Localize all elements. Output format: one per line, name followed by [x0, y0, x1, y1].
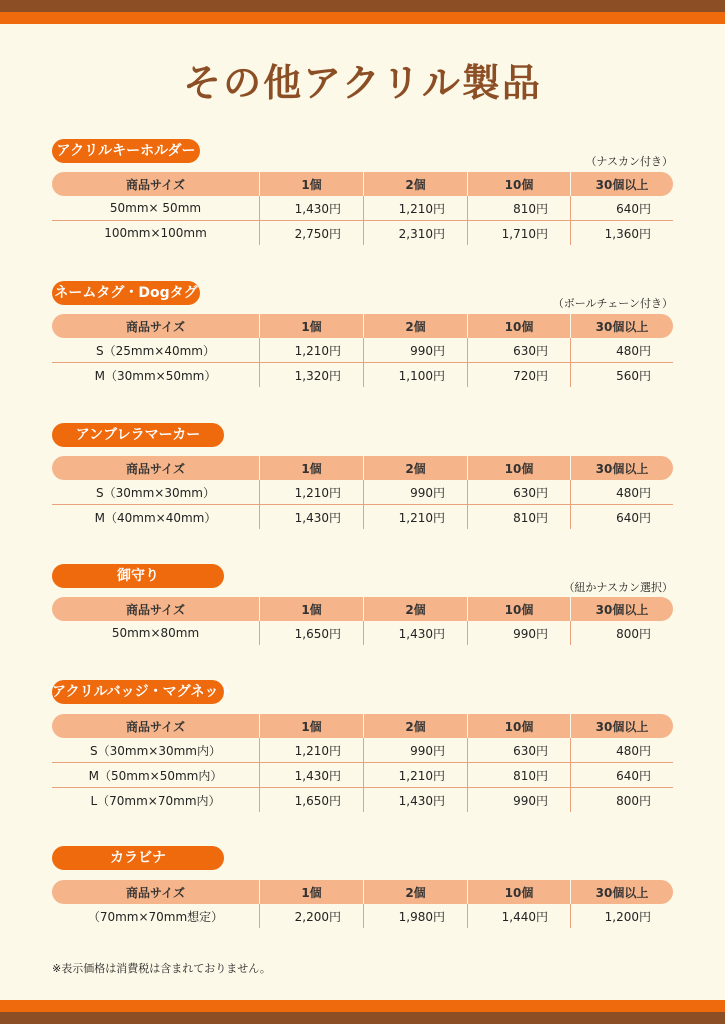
price-cell: 1,440円: [467, 904, 570, 928]
table-header-row: [52, 714, 673, 738]
tax-footnote: ※表示価格は消費税は含まれておりません。: [52, 962, 271, 975]
price-cell: 2,750円: [259, 221, 363, 245]
size-cell: M（30mm×50mm）: [94, 368, 217, 383]
section-label: アンブレラマーカー: [52, 423, 224, 447]
price-cell: 640円: [570, 763, 673, 788]
price-cell: 630円: [467, 738, 570, 763]
size-cell: 100mm×100mm: [104, 226, 207, 240]
size-cell: （70mm×70mm想定）: [87, 909, 224, 924]
header-size: 商品サイズ: [52, 714, 259, 738]
price-cell: 560円: [570, 363, 673, 387]
size-cell: L（70mm×70mm内）: [90, 793, 221, 808]
price-table: [52, 880, 673, 928]
size-cell: S（30mm×30mm内）: [52, 738, 259, 763]
price-cell: 480円: [570, 338, 673, 363]
price-cell: 810円: [467, 196, 570, 221]
header-size: 商品サイズ: [52, 172, 259, 196]
header-qty-30: 30個以上: [570, 456, 673, 480]
price-cell: 1,650円: [259, 788, 363, 812]
price-cell: 480円: [570, 738, 673, 763]
table-row: [52, 738, 673, 763]
price-cell: 1,210円: [363, 505, 467, 529]
section-note: （紐かナスカン選択）: [563, 581, 673, 594]
price-cell: 1,650円: [259, 621, 363, 645]
header-qty-1: 1個: [259, 456, 363, 480]
top-band-dark: [0, 0, 725, 12]
header-qty-1: 1個: [259, 314, 363, 338]
price-cell: 1,430円: [259, 763, 363, 788]
header-size: 商品サイズ: [52, 314, 259, 338]
price-cell: 810円: [467, 505, 570, 529]
top-band-orange: [0, 12, 725, 24]
header-qty-2: 2個: [363, 714, 467, 738]
price-cell: 1,360円: [570, 221, 673, 245]
price-cell: 990円: [363, 338, 467, 363]
price-cell: 640円: [570, 196, 673, 221]
section-label: カラビナ: [52, 846, 224, 870]
header-qty-2: 2個: [363, 314, 467, 338]
price-cell: 1,320円: [259, 363, 363, 387]
header-qty-2: 2個: [363, 880, 467, 904]
price-cell: 1,430円: [363, 788, 467, 812]
header-qty-30: 30個以上: [570, 172, 673, 196]
price-table: [52, 714, 673, 812]
table-row: [52, 196, 673, 221]
header-qty-30: 30個以上: [570, 880, 673, 904]
table-header-row: [52, 172, 673, 196]
table-row: [52, 904, 673, 928]
header-qty-2: 2個: [363, 172, 467, 196]
size-cell: 50mm× 50mm: [52, 196, 259, 221]
price-cell: 990円: [467, 788, 570, 812]
price-cell: 630円: [467, 480, 570, 505]
price-cell: 480円: [570, 480, 673, 505]
header-qty-10: 10個: [467, 456, 570, 480]
bottom-band-orange: [0, 1000, 725, 1012]
header-size: 商品サイズ: [52, 880, 259, 904]
price-cell: 800円: [570, 621, 673, 645]
price-table: [52, 597, 673, 645]
price-cell: 640円: [570, 505, 673, 529]
header-qty-1: 1個: [259, 714, 363, 738]
price-cell: 1,210円: [363, 196, 467, 221]
header-qty-10: 10個: [467, 314, 570, 338]
section-label: 御守り: [52, 564, 224, 588]
price-cell: 1,200円: [570, 904, 673, 928]
header-qty-2: 2個: [363, 597, 467, 621]
header-qty-1: 1個: [259, 597, 363, 621]
header-qty-1: 1個: [259, 880, 363, 904]
price-cell: 1,210円: [259, 738, 363, 763]
header-size: 商品サイズ: [52, 597, 259, 621]
table-row: [52, 621, 673, 645]
price-cell: 990円: [467, 621, 570, 645]
header-qty-30: 30個以上: [570, 314, 673, 338]
price-cell: 1,430円: [259, 505, 363, 529]
table-header-row: [52, 456, 673, 480]
header-qty-1: 1個: [259, 172, 363, 196]
price-table: [52, 314, 673, 387]
page-title: その他アクリル製品: [183, 61, 542, 105]
section-label: ネームタグ・Dogタグ: [52, 281, 200, 305]
price-table: [52, 456, 673, 529]
bottom-band-dark: [0, 1012, 725, 1024]
header-qty-30: 30個以上: [570, 714, 673, 738]
price-cell: 990円: [363, 738, 467, 763]
header-qty-10: 10個: [467, 597, 570, 621]
size-cell: S（30mm×30mm）: [52, 480, 259, 505]
price-cell: 1,430円: [259, 196, 363, 221]
table-row: [52, 788, 673, 812]
price-cell: 2,200円: [259, 904, 363, 928]
size-cell: M（40mm×40mm）: [94, 510, 217, 525]
price-cell: 1,710円: [467, 221, 570, 245]
size-cell: S（25mm×40mm）: [52, 338, 259, 363]
header-qty-30: 30個以上: [570, 597, 673, 621]
table-row: [52, 480, 673, 505]
price-cell: 1,210円: [363, 763, 467, 788]
table-header-row: [52, 597, 673, 621]
header-qty-10: 10個: [467, 714, 570, 738]
table-header-row: [52, 314, 673, 338]
header-qty-2: 2個: [363, 456, 467, 480]
price-table: [52, 172, 673, 245]
section-note: （ナスカン付き）: [585, 155, 673, 168]
price-cell: 2,310円: [363, 221, 467, 245]
price-cell: 1,100円: [363, 363, 467, 387]
section-note: （ボールチェーン付き）: [552, 297, 673, 310]
table-row: [52, 363, 673, 387]
header-qty-10: 10個: [467, 880, 570, 904]
price-cell: 1,980円: [363, 904, 467, 928]
table-row: [52, 763, 673, 788]
section-label: アクリルバッジ・マグネット: [52, 680, 224, 704]
price-cell: 1,210円: [259, 480, 363, 505]
table-header-row: [52, 880, 673, 904]
price-cell: 1,210円: [259, 338, 363, 363]
table-row: [52, 505, 673, 529]
table-row: [52, 338, 673, 363]
header-qty-10: 10個: [467, 172, 570, 196]
price-cell: 810円: [467, 763, 570, 788]
price-cell: 720円: [467, 363, 570, 387]
header-size: 商品サイズ: [52, 456, 259, 480]
table-row: [52, 221, 673, 245]
price-cell: 1,430円: [363, 621, 467, 645]
price-cell: 990円: [363, 480, 467, 505]
section-label: アクリルキーホルダー: [52, 139, 200, 163]
price-cell: 630円: [467, 338, 570, 363]
price-cell: 800円: [570, 788, 673, 812]
size-cell: M（50mm×50mm内）: [52, 763, 259, 788]
size-cell: 50mm×80mm: [111, 626, 200, 640]
